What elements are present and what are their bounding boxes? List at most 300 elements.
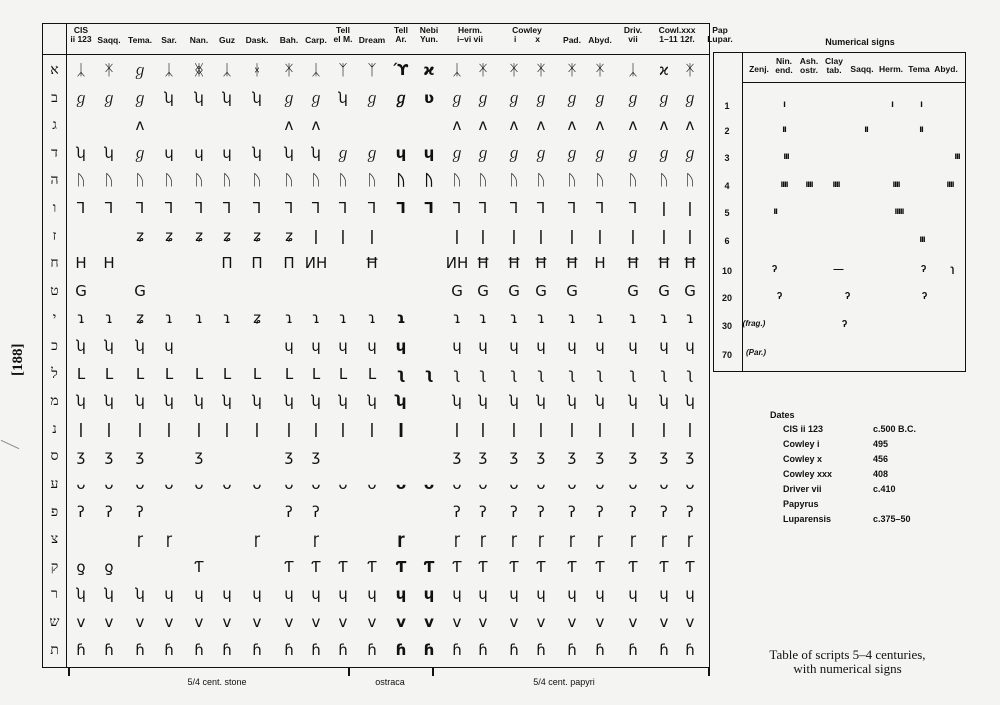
table-row [43, 469, 709, 500]
script-glyph: ℊ [625, 88, 641, 107]
script-glyph: ᴗ [478, 475, 488, 493]
script-glyph: ɥ [567, 585, 577, 604]
script-glyph: ᚢ [311, 171, 321, 190]
script-glyph: ʅ [686, 364, 694, 383]
script-glyph: ɦ [685, 640, 695, 659]
table-row [43, 55, 709, 86]
script-glyph: ʮ [284, 143, 294, 162]
script-glyph: Ƭ [194, 557, 204, 576]
script-glyph: H [75, 254, 87, 273]
script-glyph: ʮ [164, 88, 174, 107]
date-value: 495 [873, 439, 889, 449]
script-glyph: G [477, 281, 489, 300]
script-glyph: ƍ [76, 557, 86, 576]
script-glyph: ɿ [596, 309, 604, 328]
date-source: Papyrus [783, 499, 819, 509]
script-glyph: Ꞁ [509, 199, 519, 217]
script-glyph: ǀ [569, 419, 575, 438]
script-glyph: ʌ [685, 116, 695, 135]
script-glyph: Ꞁ [452, 199, 462, 217]
table-row [43, 579, 709, 610]
table-row [43, 193, 709, 224]
date-value: 408 [873, 469, 889, 479]
date-source: Driver vii [783, 484, 822, 494]
script-glyph: L [104, 364, 114, 383]
script-glyph: ɥ [536, 337, 546, 355]
script-glyph: ʅ [424, 364, 434, 383]
script-glyph: ɥ [284, 337, 294, 355]
date-value: c.375–50 [873, 514, 911, 524]
script-glyph: G [658, 281, 670, 300]
script-glyph: ʔ [596, 502, 604, 521]
table-row [43, 276, 709, 307]
script-glyph: ɦ [452, 640, 462, 659]
column-header: CIS ii 123 [70, 25, 92, 44]
script-glyph: ᴗ [311, 475, 321, 493]
footer-label: 5/4 cent. stone [187, 677, 247, 687]
script-glyph: Ꞁ [595, 199, 605, 217]
column-header: Pap Lupar. [707, 25, 733, 44]
script-glyph: ʌ [452, 116, 462, 135]
script-glyph: L [135, 364, 145, 383]
script-glyph: ǀ [454, 419, 460, 438]
column-header: Dask. [245, 35, 269, 45]
hebrew-letter: ל [51, 365, 58, 382]
script-glyph: ɿ [339, 309, 347, 328]
script-glyph: ᚢ [284, 171, 294, 190]
script-glyph: ɼ [537, 530, 545, 549]
script-glyph: ɥ [311, 585, 321, 604]
script-glyph: ᛡ [567, 61, 577, 79]
script-glyph: ℊ [625, 143, 641, 162]
script-glyph: ɿ [165, 309, 173, 328]
script-glyph: П [221, 254, 233, 273]
script-glyph: ʮ [135, 392, 145, 411]
script-glyph: ǀ [569, 226, 575, 245]
script-glyph: ᚢ [659, 171, 669, 190]
script-glyph: ᛣ [222, 61, 232, 79]
script-glyph: ℊ [506, 88, 522, 107]
script-glyph: ʑ [165, 226, 173, 245]
hebrew-letter: ס [50, 448, 59, 465]
script-glyph: ʅ [396, 364, 406, 383]
script-glyph: ʌ [567, 116, 577, 135]
hebrew-letter: ט [50, 282, 59, 299]
script-glyph: ɦ [284, 640, 294, 659]
script-glyph: ɦ [595, 640, 605, 659]
script-glyph: Ħ [683, 254, 697, 273]
script-glyph: ɥ [478, 585, 488, 604]
script-glyph: G [508, 281, 520, 300]
script-glyph: ᚢ [478, 171, 488, 190]
table-row [43, 607, 709, 638]
script-glyph: Ƭ [338, 557, 348, 576]
script-glyph: ϰ [659, 61, 669, 79]
script-glyph: ʅ [453, 364, 461, 383]
script-glyph: ɥ [595, 585, 605, 604]
script-glyph: ǀ [511, 226, 517, 245]
numerical-value: 5 [724, 208, 730, 218]
script-glyph: ɦ [194, 640, 204, 659]
script-glyph: ℊ [682, 88, 698, 107]
column-header: Herm. i–vi vii [457, 25, 483, 44]
script-glyph: ǀ [630, 226, 636, 245]
script-glyph: ʮ [478, 392, 488, 411]
script-glyph: ɥ [685, 337, 695, 355]
script-glyph: ᛉ [338, 61, 348, 79]
numerical-column-header: Clay tab. [825, 56, 843, 75]
script-glyph: Ƭ [284, 557, 294, 576]
script-glyph: ʒ [509, 447, 519, 466]
script-glyph: ʌ [135, 116, 145, 135]
numerical-glyph: ʔ [921, 291, 927, 302]
script-glyph: ʮ [452, 392, 462, 411]
script-glyph: ᴗ [395, 475, 407, 493]
script-glyph: ɥ [685, 585, 695, 604]
script-glyph: ℊ [281, 88, 297, 107]
numerical-value: 10 [721, 266, 732, 276]
script-glyph: v [135, 613, 145, 631]
numerical-value: 4 [724, 181, 730, 191]
script-glyph: ɦ [423, 640, 435, 659]
script-glyph: v [659, 613, 669, 631]
script-glyph: ɦ [567, 640, 577, 659]
script-glyph: ɦ [659, 640, 669, 659]
script-glyph: ʅ [568, 364, 576, 383]
column-header: Nebi Yun. [419, 25, 439, 44]
numerical-glyph: ı [920, 99, 922, 110]
script-glyph: ʅ [479, 364, 487, 383]
script-glyph: Ꞁ [164, 199, 174, 217]
script-glyph: ɥ [478, 337, 488, 355]
numerical-value: 30 [721, 321, 732, 331]
script-glyph: Ħ [626, 254, 640, 273]
script-glyph: Ꞁ [536, 199, 546, 217]
script-glyph: ᴗ [135, 475, 145, 493]
script-glyph: ʒ [478, 447, 488, 466]
date-row [770, 439, 950, 454]
script-glyph: Ꞁ [478, 199, 488, 217]
script-glyph: ɥ [628, 337, 638, 355]
script-glyph: ʮ [76, 392, 86, 411]
script-glyph: ᴗ [659, 475, 669, 493]
script-glyph: ɦ [395, 640, 407, 659]
script-glyph: Ƭ [509, 557, 519, 576]
script-glyph: Ƭ [567, 557, 577, 576]
table-caption: Table of scripts 5–4 centuries, with numerical signs [769, 647, 926, 676]
script-glyph: ʮ [252, 392, 262, 411]
numerical-glyph: — [833, 264, 843, 275]
column-header: Pad. [563, 35, 581, 45]
script-glyph: Ħ [565, 254, 579, 273]
script-glyph: Ꞁ [367, 199, 377, 217]
numerical-column-header: Saqq. [850, 64, 874, 74]
script-glyph: ɥ [222, 585, 232, 604]
hebrew-letter: ק [50, 558, 59, 575]
script-glyph: ɥ [628, 585, 638, 604]
hebrew-letter: מ [50, 393, 59, 410]
script-glyph: v [284, 613, 294, 631]
script-glyph: ᛡ [284, 61, 294, 79]
script-glyph: ɼ [312, 530, 320, 549]
script-glyph: ɼ [629, 530, 637, 549]
script-glyph: ɥ [164, 337, 174, 355]
script-glyph: ʮ [222, 392, 232, 411]
script-glyph: ᚢ [338, 171, 348, 190]
numerical-signs-table [713, 52, 966, 372]
script-glyph: ᚢ [628, 171, 638, 190]
column-header: Abyd. [588, 35, 612, 45]
script-glyph: ᚢ [509, 171, 519, 190]
script-glyph: ℊ [592, 143, 608, 162]
script-glyph: ɼ [479, 530, 487, 549]
script-glyph: ɥ [284, 585, 294, 604]
script-glyph: ɼ [568, 530, 576, 549]
script-glyph: ʮ [104, 392, 114, 411]
script-glyph: ɦ [509, 640, 519, 659]
script-glyph: ᚢ [452, 171, 462, 190]
script-glyph: ǀ [480, 226, 486, 245]
script-glyph: ɼ [596, 530, 604, 549]
script-glyph: ǀ [661, 199, 667, 217]
script-glyph: ʌ [311, 116, 321, 135]
numerical-column-header: Abyd. [934, 64, 958, 74]
table-row [43, 248, 709, 279]
script-glyph: ʒ [135, 447, 145, 466]
script-glyph: ǀ [340, 226, 346, 245]
table-row [43, 497, 709, 528]
numerical-column-header: Nin. end. [775, 56, 793, 75]
script-glyph: ʔ [77, 502, 85, 521]
script-glyph: ℊ [73, 88, 89, 107]
margin-mark [1, 440, 20, 449]
dates-title: Dates [770, 410, 795, 420]
numerical-column-header: Herm. [878, 64, 904, 74]
script-glyph: ℊ [132, 61, 148, 79]
script-glyph: Ƭ [628, 557, 638, 576]
script-glyph: ɿ [195, 309, 203, 328]
script-glyph: Ꞁ [628, 199, 638, 217]
numerical-glyph: ʔ [776, 291, 782, 302]
script-glyph: ᛣ [311, 61, 321, 79]
script-glyph: ǀ [286, 419, 292, 438]
column-header: Tema. [128, 35, 152, 45]
script-glyph: ℊ [364, 143, 380, 162]
script-glyph: ɦ [222, 640, 232, 659]
script-glyph: ɥ [164, 585, 174, 604]
script-glyph: ᴗ [194, 475, 204, 493]
script-glyph: ℊ [132, 88, 148, 107]
numerical-value: 20 [721, 293, 732, 303]
column-header: Nan. [189, 35, 209, 45]
script-glyph: G [684, 281, 696, 300]
script-glyph: ᚢ [135, 171, 145, 190]
column-header: Bah. [279, 35, 299, 45]
script-glyph: v [252, 613, 262, 631]
script-glyph: ᚢ [76, 171, 86, 190]
script-glyph: Ꞁ [284, 199, 294, 217]
script-glyph: ʌ [628, 116, 638, 135]
script-glyph: ɿ [510, 309, 518, 328]
hebrew-letter: פ [50, 503, 59, 520]
script-glyph: v [311, 613, 321, 631]
script-glyph: ʅ [510, 364, 518, 383]
script-glyph: ℊ [656, 143, 672, 162]
dates-list [770, 410, 950, 529]
column-header: Sar. [161, 35, 177, 45]
script-glyph: ИH [445, 254, 469, 273]
numerical-glyph: ıııı [892, 179, 900, 190]
script-glyph: H [103, 254, 115, 273]
script-glyph: ɥ [536, 585, 546, 604]
script-glyph: ʅ [537, 364, 545, 383]
script-glyph: ᚢ [685, 171, 695, 190]
script-glyph: G [134, 281, 146, 300]
script-glyph: ᚢ [536, 171, 546, 190]
table-row [43, 83, 709, 114]
script-glyph: ᛡ [104, 61, 114, 79]
script-glyph: ɥ [509, 337, 519, 355]
script-glyph: ǀ [597, 226, 603, 245]
script-glyph: ᚢ [194, 171, 204, 190]
script-glyph: ʒ [595, 447, 605, 466]
script-glyph: ᛣ [628, 61, 638, 79]
hebrew-letter: י [52, 310, 57, 327]
script-glyph: ʮ [104, 337, 114, 355]
script-glyph: ɦ [311, 640, 321, 659]
script-glyph: ʮ [194, 392, 204, 411]
footer-label: 5/4 cent. papyri [533, 677, 595, 687]
script-glyph: Ꞁ [194, 199, 204, 217]
script-glyph: v [685, 613, 695, 631]
script-glyph: ǀ [369, 226, 375, 245]
numerical-value: 2 [724, 126, 730, 136]
script-glyph: ɦ [367, 640, 377, 659]
table-row [43, 221, 709, 252]
footer-label: ostraca [375, 677, 405, 687]
script-glyph: ǀ [687, 226, 693, 245]
script-glyph: ʔ [312, 502, 320, 521]
numerical-glyph: (frag.) [742, 319, 766, 328]
numerical-glyph: ıı [773, 206, 779, 217]
script-glyph: ʮ [222, 88, 232, 107]
script-glyph: ɿ [568, 309, 576, 328]
script-glyph: ɥ [659, 337, 669, 355]
date-row [770, 424, 950, 439]
script-glyph: ǀ [137, 419, 143, 438]
script-glyph: ʑ [195, 226, 203, 245]
script-glyph: ǀ [454, 226, 460, 245]
script-glyph: ɥ [194, 143, 204, 162]
table-row [43, 303, 709, 334]
script-glyph: ϓ [393, 61, 409, 79]
hebrew-letter: ד [51, 144, 58, 161]
script-glyph: ʔ [568, 502, 576, 521]
script-glyph: ɿ [368, 309, 376, 328]
script-glyph: v [104, 613, 114, 631]
script-glyph: ɥ [395, 585, 407, 604]
script-glyph: ɼ [453, 530, 461, 549]
numerical-glyph: ıııı [832, 179, 840, 190]
script-glyph: Ƭ [395, 557, 407, 576]
script-glyph: ᛤ [194, 61, 204, 79]
script-glyph: v [367, 613, 377, 631]
numerical-glyph: ʔ [771, 264, 777, 275]
script-glyph: v [478, 613, 488, 631]
script-glyph: ᴗ [509, 475, 519, 493]
script-glyph: Ƭ [423, 557, 435, 576]
footer-tick [432, 668, 434, 676]
script-glyph: ɦ [104, 640, 114, 659]
table-row [43, 110, 709, 141]
script-glyph: ℊ [564, 143, 580, 162]
script-glyph: L [338, 364, 348, 383]
hebrew-letter: נ [52, 420, 57, 437]
script-glyph: L [222, 364, 232, 383]
script-glyph: Ƭ [478, 557, 488, 576]
script-glyph: ʮ [509, 392, 519, 411]
script-glyph: G [566, 281, 578, 300]
script-glyph: ᚢ [252, 171, 262, 190]
numerical-header-divider [742, 82, 965, 83]
script-glyph: ᛉ [367, 61, 377, 79]
script-glyph: ℊ [506, 143, 522, 162]
numerical-glyph: ıııı [805, 179, 813, 190]
script-glyph: ʌ [659, 116, 669, 135]
script-glyph: ᛣ [164, 61, 174, 79]
script-glyph: ɥ [595, 337, 605, 355]
script-glyph: G [75, 281, 87, 300]
hebrew-letter: ע [50, 476, 59, 492]
script-glyph: ℊ [564, 88, 580, 107]
script-glyph: ɥ [452, 585, 462, 604]
script-glyph: ʮ [194, 88, 204, 107]
script-glyph: ɦ [628, 640, 638, 659]
script-glyph: ɿ [453, 309, 461, 328]
script-glyph: ɦ [135, 640, 145, 659]
script-glyph: ɼ [660, 530, 668, 549]
script-glyph: ᴗ [284, 475, 294, 493]
script-glyph: ʮ [338, 392, 348, 411]
script-glyph: Ħ [476, 254, 490, 273]
script-glyph: Ƭ [685, 557, 695, 576]
script-glyph: Ħ [657, 254, 671, 273]
script-glyph: ʔ [660, 502, 668, 521]
date-source: Cowley xxx [783, 469, 833, 479]
table-row [43, 138, 709, 169]
numerical-value: 6 [724, 236, 730, 246]
footer-ticks [42, 668, 710, 676]
numerical-glyph: ʔ [841, 319, 847, 330]
script-glyph: ʮ [76, 143, 86, 162]
script-glyph: ʮ [395, 392, 407, 411]
script-glyph: L [164, 364, 174, 383]
numerical-glyph: ııııı [894, 206, 904, 217]
script-glyph: ɦ [536, 640, 546, 659]
hebrew-letter: צ [50, 531, 59, 548]
script-glyph: L [367, 364, 377, 383]
script-glyph: ʒ [659, 447, 669, 466]
footer-tick [68, 668, 70, 676]
numerical-glyph: ııı [954, 151, 960, 162]
script-glyph: ʔ [105, 502, 113, 521]
numerical-glyph: (Par.) [745, 348, 767, 357]
script-glyph: ʌ [478, 116, 488, 135]
script-glyph: ɿ [105, 309, 113, 328]
script-glyph: ʔ [686, 502, 694, 521]
script-glyph: v [76, 613, 86, 631]
script-glyph: ʌ [595, 116, 605, 135]
